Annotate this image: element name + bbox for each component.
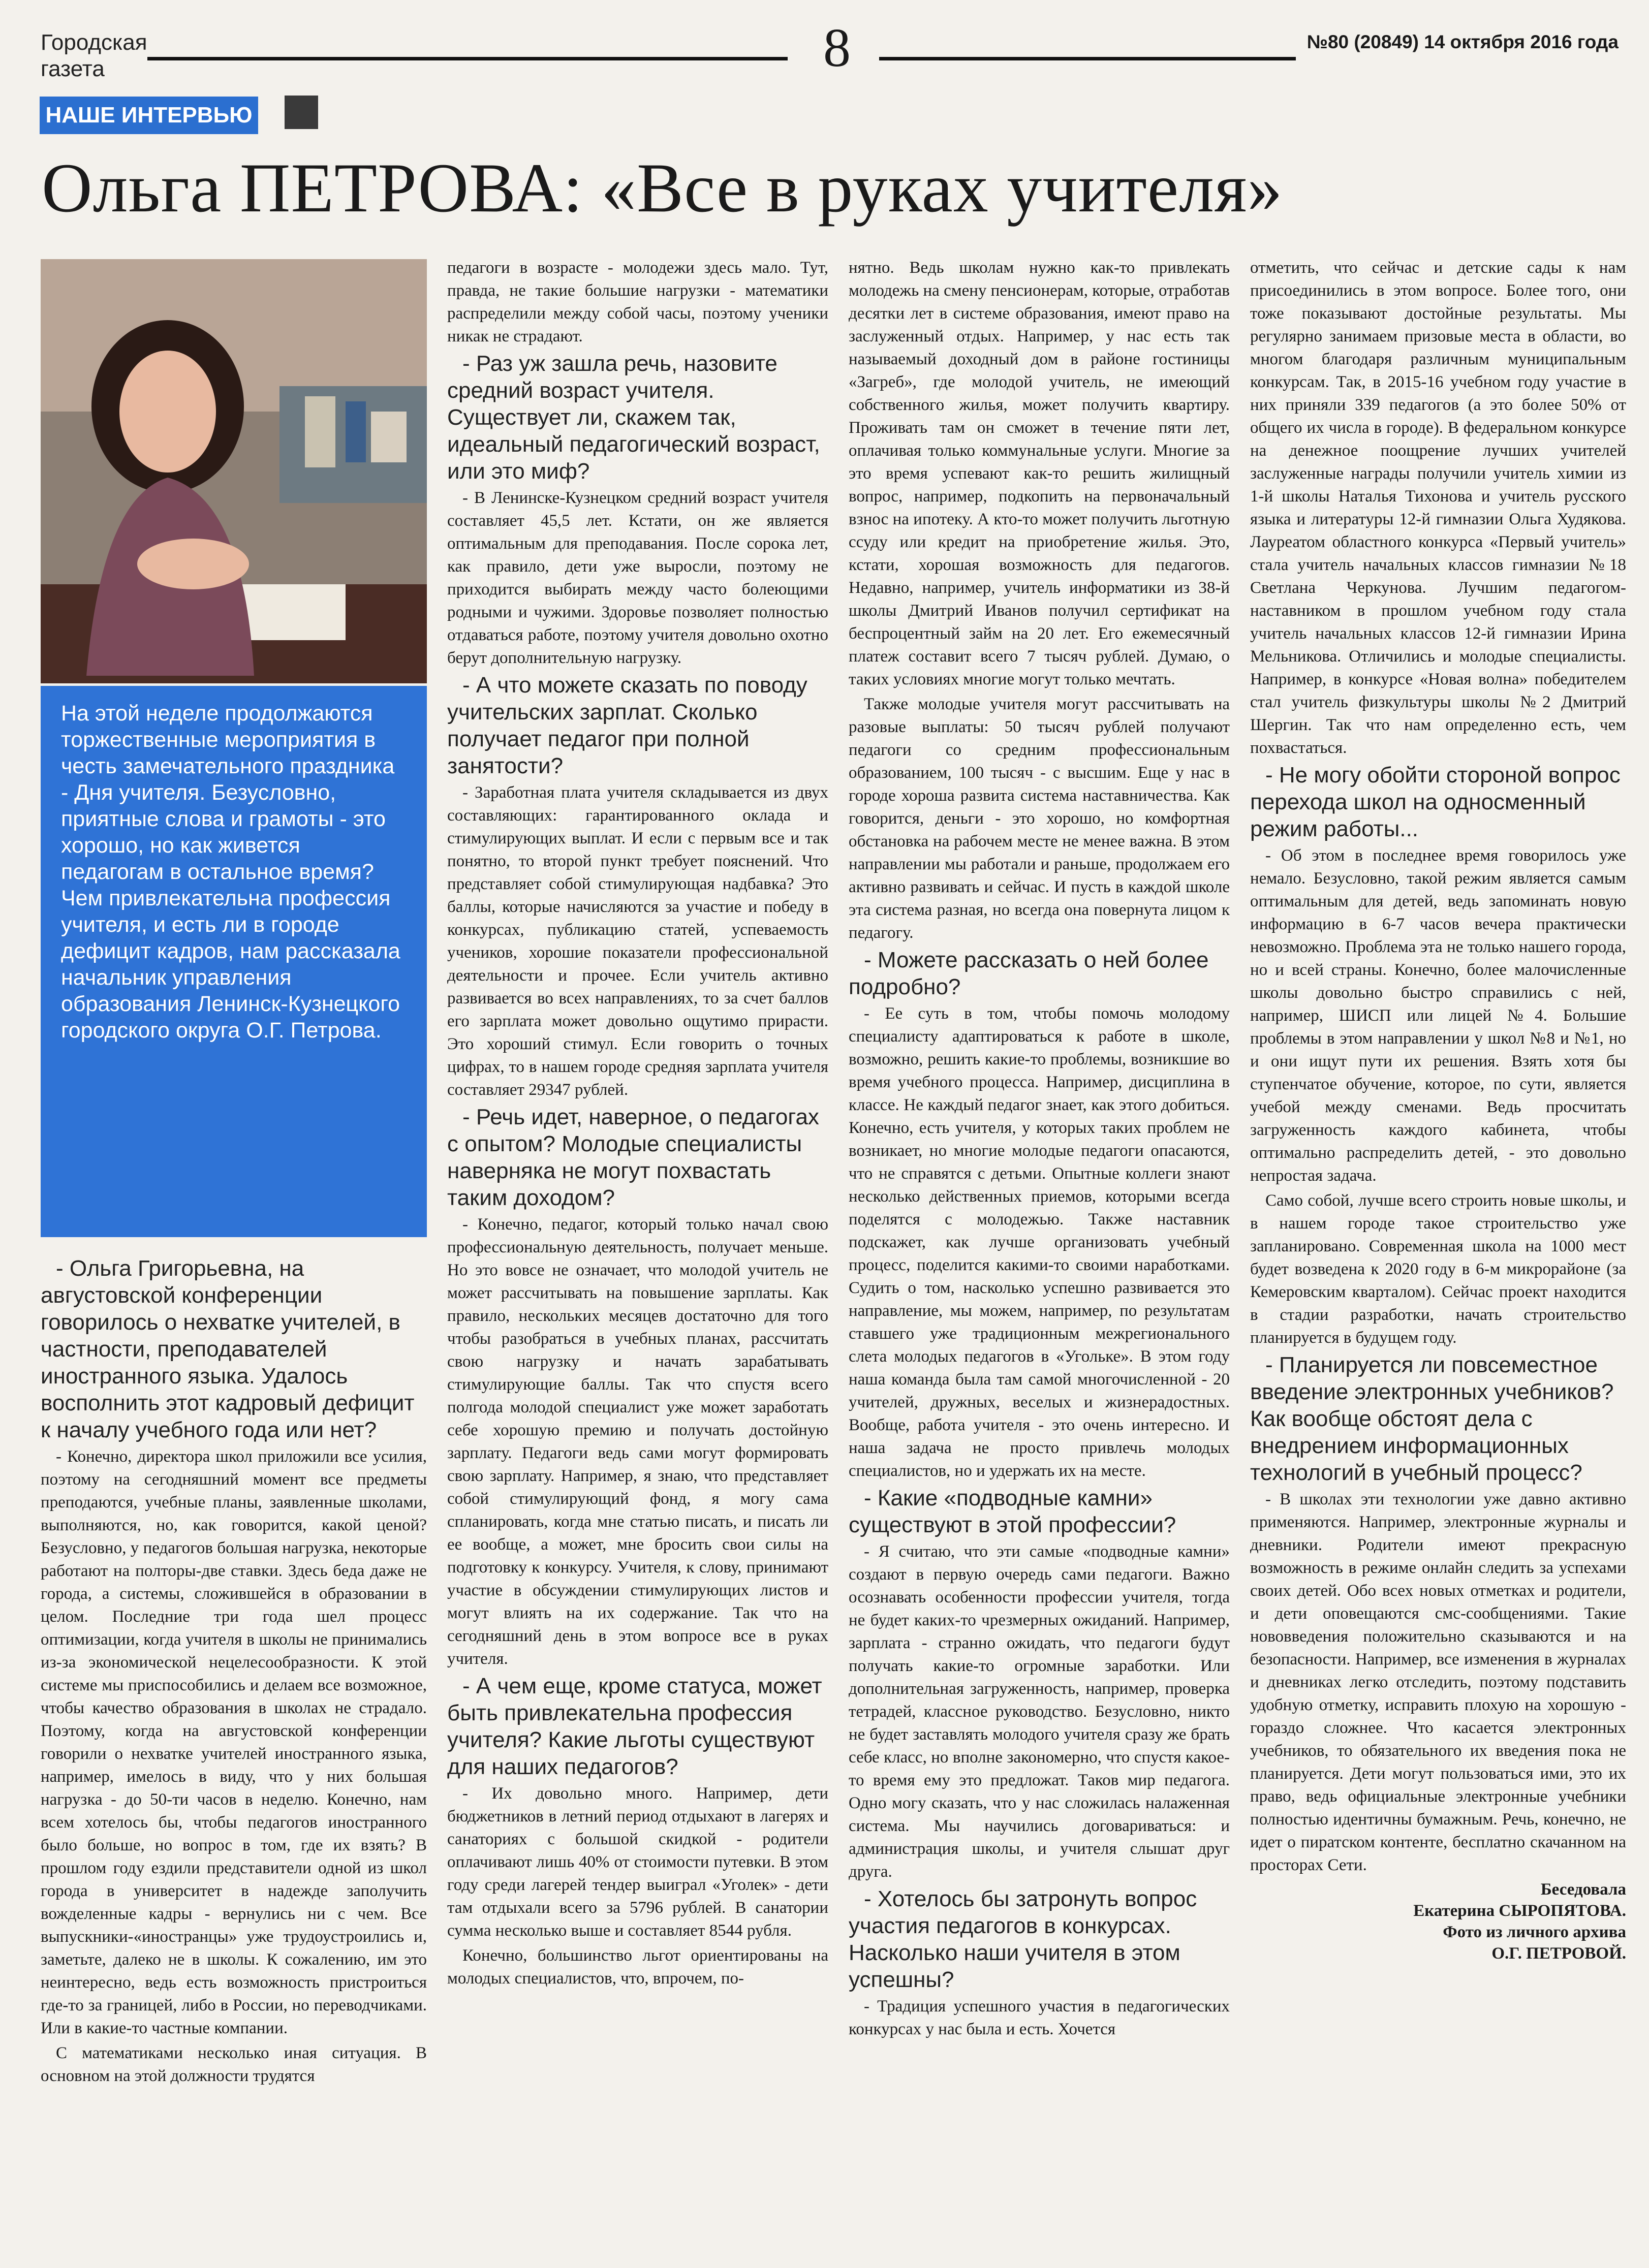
- question-1: - Ольга Григорьевна, на августовской конференции говорилось о нехватке учителей, в частности, преподавателей иностранного языка. Удалось восполнить этот кадровый дефицит к началу учебного года или нет?: [41, 1256, 415, 1442]
- portrait-photo: [41, 259, 427, 683]
- newspaper-name: Городская газета: [41, 30, 147, 81]
- answer-paragraph: отметить, что сейчас и детские сады к нам присоединились в этом вопросе. Более того, они тоже показывают достойные результаты. Мы регулярно занимаем призовые места в области, во многом благодаря различным муниципальным конкурсам. Так, в 2015-16 учебном году участие в них приняли 339 педагогов (а это более 50% от общего их числа в городе). В федеральном конкурсе на денежное поощрение лучших учителей заслуженные награды получили учитель химии из 1-й школы Наталья Тихонова и учитель русского языка и литературы 12-й гимназии Ольга Худякова. Лауреатом областного конкурса «Первый учитель» стала учитель начальных классов гимназии №18 Светлана Черкунова. Лучшим педагогом-наставником в прошлом учебном году стала учитель начальных классов 12-й гимназии Ирина Мельникова. Отличились и молодые специалисты. Например, в конкурсе «Новая волна» победителем стал учитель физкультуры школы №2 Дмитрий Шергин. Так что нам определенно есть, чем похвастаться.: [1250, 259, 1626, 757]
- masthead-rule-left: [147, 57, 788, 60]
- rubric-square: [285, 96, 318, 129]
- rubric-badge: НАШЕ ИНТЕРВЬЮ: [40, 97, 258, 134]
- answer-paragraph: - Заработная плата учителя складывается из двух составляющих: гарантированного оклада и стимулирующих выплат. И если с первым все и так понятно, то второй пункт требует пояснений. Что представляет собой стимулирующая надбавка? Это баллы, которые начисляются за участие и победу в конкурсах, публикацию статей, успеваемость учеников, хорошие показатели профессиональной деятельности и прочее. Если учитель активно развивается во всех направлениях, то за счет баллов его зарплата может довольно ощутимо прирасти. Это хороший стимул. Если говорить о точных цифрах, то в нашем городе средняя зарплата учителя составляет 29347 рублей.: [447, 783, 828, 1099]
- answer-paragraph: Также молодые учителя могут рассчитывать на разовые выплаты: 50 тысяч рублей получают педагоги со средним профессиональным образованием, 100 тысяч - с высшим. Еще у нас в городе хороша развита система наставничества. Как говорится, деньги - это хорошо, но комфортная обстановка на рабочем месте не менее важна. В этом направлении мы работали и раньше, продолжаем его активно развивать и сейчас. И пусть в каждой школе эта система разная, но всегда она повернута лицом к педагогу.: [849, 695, 1230, 942]
- answer-paragraph: - В Ленинске-Кузнецком средний возраст учителя составляет 45,5 лет. Кстати, он же является оптимальным для преподавания. После сорока лет, как правило, дети уже выросли, поэтому не приходится выбирать между часто болеющими родными и чужими. Здоровье позволяет полностью отдаваться работе, поэтому учителя довольно охотно берут дополнительную нагрузку.: [447, 489, 828, 667]
- question-10: - Планируется ли повсеместное введение электронных учебников? Как вообще обстоят дела с внедрением информационных технологий в учебный процесс?: [1250, 1352, 1614, 1485]
- signature-line: Беседовала: [1540, 1880, 1626, 1899]
- answer-paragraph: нятно. Ведь школам нужно как-то привлекать молодежь на смену пенсионерам, которые, отработав десятки лет в системе образования, имеют право на заслуженный отдых. Например, у нас есть так называемый доходный дом в районе гостиницы «Загреб», где молодой учитель, не имеющий собственного жилья, может получить квартиру. Проживать там он сможет в течение пяти лет, оплачивая только коммунальные услуги. Многие за это время успевают как-то решить жилищный вопрос, например, подкопить на первоначальный взнос на ипотеку. А кто-то может получить льготную ссуду или кредит на приобретение жилья. Это, кстати, хорошая возможность для педагогов. Недавно, например, учитель информатики из 38-й школы Дмитрий Иванов получил сертификат на беспроцентный займ на 20 лет. Его ежемесячный платеж составит всего 7 тысяч рублей. Думаю, о таких условиях многие могут только мечтать.: [849, 259, 1230, 688]
- answer-paragraph: педагоги в возрасте - молодежи здесь мало. Тут, правда, не такие большие нагрузки - математики распределили между собой часы, поэтому ученики никак не страдают.: [447, 259, 828, 345]
- question-4: - Речь идет, наверное, о педагогах с опытом? Молодые специалисты наверняка не могут похвастать таким доходом?: [447, 1105, 819, 1210]
- question-5: - А чем еще, кроме статуса, может быть привлекательна профессия учителя? Какие льготы существуют для наших педагогов?: [447, 1674, 822, 1779]
- signature-photo-owner: О.Г. ПЕТРОВОЙ.: [1491, 1944, 1626, 1963]
- signature-block: [1250, 1879, 1626, 1964]
- question-3: - А что можете сказать по поводу учительских зарплат. Сколько получает педагог при полной занятости?: [447, 673, 807, 778]
- answer-paragraph: - Конечно, педагог, который только начал свою профессиональную деятельность, получает меньше. Но это вовсе не означает, что молодой учитель не может рассчитывать на повышение зарплаты. Как правило, нескольких месяцев достаточно для того чтобы разобраться в учебных планах, рассчитать свою нагрузку и начать зарабатывать стимулирующие баллы. Так что спустя всего полгода молодой специалист уже может заработать себе хорошую премию и получать достойную зарплату. Педагоги ведь сами могут формировать свою зарплату. Например, я знаю, что представляет собой стимулирующий фонд, я могу сама спланировать, когда мне статью писать, и писать ли ее вообще, а может, мне бросить свои силы на подготовку к конкурсу. Учителя, к слову, принимают участие в обсуждении стимулирующих листов и могут влиять на их содержание. Так что на сегодняшний день в этом вопросе все в руках учителя.: [447, 1215, 828, 1668]
- question-9: - Не могу обойти стороной вопрос перехода школ на односменный режим работы...: [1250, 763, 1621, 841]
- signature-author: Екатерина СЫРОПЯТОВА.: [1413, 1902, 1626, 1920]
- article-headline: Ольга ПЕТРОВА: «Все в руках учителя»: [42, 149, 1283, 227]
- column-3: [849, 257, 1230, 2043]
- signature-photo-credit: Фото из личного архива: [1443, 1923, 1626, 1941]
- answer-paragraph: - Ее суть в том, чтобы помочь молодому специалисту адаптироваться к работе в школе, возможно, решить какие-то проблемы, возникшие во время учебного процесса. Например, дисциплина в классе. Не каждый педагог знает, как этого добиться. Конечно, есть учителя, у которых таких проблем не возникает, но многие молодые педагоги опасаются, что не справятся с детьми. Опытные коллеги знают несколько действенных приемов, которыми всегда поделятся с молодежью. Также наставник подскажет, как лучше организовать учебный процесс, поделится какими-то своими наработками. Судить о том, насколько успешно развивается это направление, мы можем, например, по результатам ставшего уже традиционным межрегионального слета молодых педагогов в «Угольке». В этом году наша команда была там самой многочисленной - 20 учителей, дружных, веселых и жизнерадостных. Вообще, работа учителя - это очень интересно. И наша задача не просто привлечь молодых специалистов, но и удержать их на месте.: [849, 1004, 1230, 1480]
- answer-paragraph: Конечно, большинство льгот ориентированы на молодых специалистов, что, впрочем, по-: [447, 1946, 828, 1988]
- answer-paragraph: - Конечно, директора школ приложили все усилия, поэтому на сегодняшний момент все предметы преподаются, учебные планы, заявленные школами, выполняются, но, как говорится, какой ценой? Безусловно, у педагогов большая нагрузка, некоторые работают на полторы-две ставки. Здесь беда даже не города, а системы, сложившейся в образовании в целом. Последние три года шел процесс оптимизации, когда учителя в школы не принимались из-за экономической нецелесообразности. К этой системе мы приспособились и делаем все возможное, чтобы качество образования в школах не страдало. Поэтому, когда на августовской конференции говорили о нехватке учителей иностранного языка, например, имелось в виду, что у них большая нагрузка - до 50-ти часов в неделю. Конечно, нам всем хотелось бы, чтобы педагогов иностранного было больше, но вопрос в том, где их взять? В прошлом году ездили представители одной из школ города в университет в надежде заполучить вожделенные кадры - вернулись ни с чем. Все выпускники-«иностранцы» уже трудоустроились и, заметьте, далеко не в школы. К сожалению, им это неинтересно, ведь есть возможность пристроиться где-то за границей, либо в России, но переводчиками. Или в какие-то частные компании.: [41, 1447, 427, 2037]
- column-4: [1250, 257, 1626, 1964]
- page-number: 8: [823, 18, 851, 78]
- answer-paragraph: - В школах эти технологии уже давно активно применяются. Например, электронные журналы и дневники. Родители имеют прекрасную возможность в режиме онлайн следить за успехами своих детей. Обо всех новых отметках и родители, и дети оповещаются смс-сообщениями. Такие нововведения положительно сказываются и на безопасности. Например, все изменения в журналах и дневниках легко отследить, поэтому подставить удобную отметку, исправить плохую на хорошую - гораздо сложнее. Что касается электронных учебников, то обязательного их введения пока не планируется. Дети могут пользоваться ими, это их право, ведь официальные электронные учебники полностью идентичны бумажным. Речь, конечно, не идет о пиратском контенте, бесплатно скачанном на просторах Сети.: [1250, 1490, 1626, 1874]
- question-6: - Можете рассказать о ней более подробно?: [849, 948, 1209, 999]
- answer-paragraph: - Их довольно много. Например, дети бюджетников в летний период отдыхают в лагерях и санаториях с большой скидкой - родители оплачивают лишь 40% от стоимости путевки. В этом году среди лагерей тендер выиграл «Уголек» - дети там отдыхали всего за 5796 рублей. В санатории сумма несколько выше и составляет 8544 рубля.: [447, 1784, 828, 1940]
- lead-box: [41, 686, 427, 1237]
- lead-text: На этой неделе продолжаются торжественные мероприятия в честь замечательного праздника - Дня учителя. Безусловно, приятные слова и грамоты - это хорошо, но как живется педагогам в остальное время? Чем привлекательна профессия учителя, и есть ли в городе дефицит кадров, нам рассказала начальник управления образования Ленинск-Кузнецкого городского округа О.Г. Петрова.: [61, 701, 400, 1043]
- column-1: [41, 1255, 427, 2090]
- answer-paragraph: Само собой, лучше всего строить новые школы, и в нашем городе такое строительство уже запланировано. Современная школа на 1000 мест будет возведена к 2020 году в 6-м микрорайоне (за Кемеровским кварталом). Сейчас проект находится в стадии разработки, начать строительство планируется в будущем году.: [1250, 1191, 1626, 1347]
- answer-paragraph: - Об этом в последнее время говорилось уже немало. Безусловно, такой режим является самым оптимальным для детей, ведь запоминать новую информацию в 6-7 часов вечера практически невозможно. Проблема эта не только нашего города, но и всей страны. Конечно, более малочисленные школы довольно быстро справились с ней, например, ШИСП или лицей №4. Большие проблемы в этом направлении у школ №8 и №1, но и они ищут пути их решения. Взять хотя бы ступенчатое обучение, которое, по сути, является учебой между сменами. Ведь просчитать загруженность каждого кабинета, чтобы оптимально распределить детей, - это довольно непростая задача.: [1250, 846, 1626, 1185]
- question-2: - Раз уж зашла речь, назовите средний возраст учителя. Существует ли, скажем так, идеальный педагогический возраст, или это миф?: [447, 351, 820, 484]
- answer-paragraph: - Традиция успешного участия в педагогических конкурсах у нас была и есть. Хочется: [849, 1997, 1230, 2038]
- answer-paragraph: С математиками несколько иная ситуация. В основном на этой должности трудятся: [41, 2044, 427, 2085]
- answer-paragraph: - Я считаю, что эти самые «подводные камни» создают в первую очередь сами педагоги. Важно осознавать особенности профессии учителя, тогда не будет каких-то чрезмерных ожиданий. Например, зарплата - странно ожидать, что педагоги будут получать какие-то огромные заработки. Или дополнительная загруженность, например, проверка тетрадей, классное руководство. Безусловно, никто не будет заставлять молодого учителя сразу же брать себе класс, но вполне закономерно, что спустя какое-то время ему это предложат. Таков мир педагога. Одно могу сказать, что у нас сложилась налаженная система. Мы научились договариваться: и администрация школы, и учителя слышат друг друга.: [849, 1542, 1230, 1881]
- question-8: - Хотелось бы затронуть вопрос участия педагогов в конкурсах. Насколько наши учителя в этом успешны?: [849, 1886, 1197, 1992]
- column-2: [447, 257, 828, 1992]
- issue-info: №80 (20849) 14 октября 2016 года: [1306, 32, 1619, 52]
- masthead-rule-right: [879, 57, 1296, 60]
- question-7: - Какие «подводные камни» существуют в этой профессии?: [849, 1486, 1176, 1537]
